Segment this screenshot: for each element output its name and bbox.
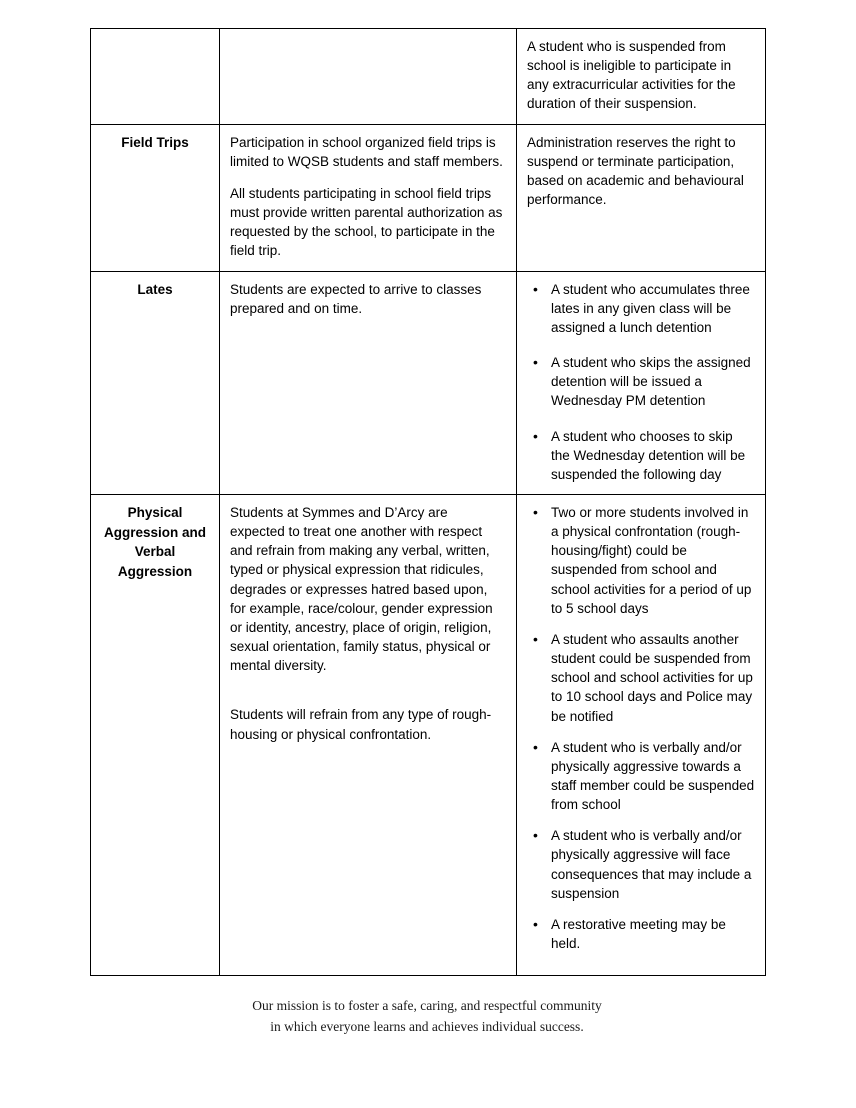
table-row xyxy=(91,271,766,494)
row-label-cell xyxy=(91,494,220,975)
list-item: • Two or more students involved in a physical confrontation (rough-housing/fight) could be suspended from school and school activities for a period of up to 5 school days xyxy=(549,503,755,618)
row-label: Field Trips xyxy=(121,134,189,150)
list-item: • A student who skips the assigned detention will be issued a Wednesday PM detention xyxy=(549,353,755,410)
table-row xyxy=(91,124,766,271)
row-expectations-cell xyxy=(220,271,517,494)
expectation-paragraph: Students are expected to arrive to classes prepared and on time. xyxy=(230,281,482,316)
consequences-list xyxy=(527,280,755,484)
list-item: • A student who chooses to skip the Wednesday detention will be suspended the following day xyxy=(549,427,755,484)
table-body xyxy=(91,29,766,976)
list-item: • A student who assaults another student could be suspended from school and school activities for up to 10 school days and Police may be notified xyxy=(549,630,755,726)
empty-expectations xyxy=(230,37,506,38)
expectation-paragraph: Participation in school organized field trips is limited to WQSB students and staff members. xyxy=(230,134,503,169)
consequence-paragraph: Administration reserves the right to suspend or terminate participation, based on academic and behavioural performance. xyxy=(527,134,744,208)
row-label-cell xyxy=(91,29,220,125)
list-item: • A restorative meeting may be held. xyxy=(549,915,755,953)
table-row xyxy=(91,494,766,975)
row-label: Lates xyxy=(137,281,173,297)
footer-line-1: Our mission is to foster a safe, caring, and respectful community xyxy=(252,998,602,1014)
row-consequences-cell xyxy=(517,29,766,125)
page-footer xyxy=(90,996,764,1037)
row-expectations-cell xyxy=(220,29,517,125)
list-item: • A student who is verbally and/or physically aggressive towards a staff member could be suspended from school xyxy=(549,738,755,815)
row-expectations-cell xyxy=(220,494,517,975)
list-item: • A student who accumulates three lates in any given class will be assigned a lunch detention xyxy=(549,280,755,337)
row-expectations-cell xyxy=(220,124,517,271)
row-label: Physical Aggression and Verbal Aggression xyxy=(103,504,206,579)
footer-line-2: in which everyone learns and achieves individual success. xyxy=(270,1018,584,1034)
row-consequences-cell xyxy=(517,124,766,271)
row-label-cell xyxy=(91,124,220,271)
expectation-paragraph: Students at Symmes and D’Arcy are expected to treat one another with respect and refrain from making any verbal, written, typed or physical expression that ridicules, degrades or expresses hatred based upon, for example, race/colour, gender expression or identity, ancestry, place of origin, religion, sexual orientation, family status, physical or mental diversity. xyxy=(230,504,493,674)
expectation-paragraph: Students will refrain from any type of rough-housing or physical confrontation. xyxy=(230,707,492,742)
consequences-list xyxy=(527,503,755,953)
expectation-paragraph: All students participating in school field trips must provide written parental authorization as requested by the school, to participate in the field trip. xyxy=(230,185,503,259)
table-row xyxy=(91,29,766,125)
row-consequences-cell xyxy=(517,494,766,975)
list-item: • A student who is verbally and/or physically aggressive will face consequences that may include a suspension xyxy=(549,826,755,903)
code-of-conduct-table xyxy=(90,28,766,976)
row-consequences-cell xyxy=(517,271,766,494)
consequence-paragraph: A student who is suspended from school is ineligible to participate in any extracurricular activities for the duration of their suspension. xyxy=(527,39,736,112)
row-label-cell xyxy=(91,271,220,494)
